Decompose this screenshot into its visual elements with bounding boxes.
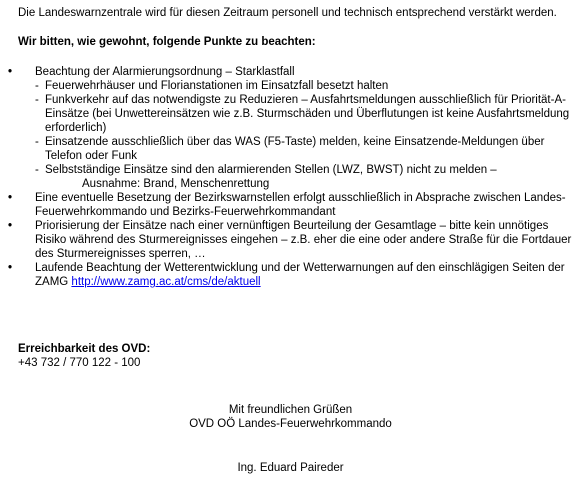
sub-item [35, 163, 574, 177]
list-item [8, 219, 574, 261]
dash-icon: - [35, 136, 39, 148]
phone-number: +43 732 / 770 122 - 100 [18, 357, 141, 369]
dash-icon: - [35, 94, 39, 106]
dash-icon: - [35, 164, 39, 176]
sub-item [35, 93, 574, 135]
closing-organization: OVD OÖ Landes-Feuerwehrkommando [189, 418, 392, 430]
list-item-text-container [35, 261, 574, 289]
signer-name: Ing. Eduard Paireder [237, 462, 344, 474]
list-item [8, 191, 574, 219]
closing-greeting: Mit freundlichen Grüßen [228, 404, 353, 416]
bullet-icon: • [8, 220, 13, 232]
list-item [8, 65, 574, 191]
sub-item-text: Selbstständige Einsätze sind den alarmierenden Stellen (LWZ, BWST) nicht zu melden – [45, 164, 497, 176]
sub-item [35, 79, 574, 93]
zamg-link[interactable]: http://www.zamg.ac.at/cms/de/aktuell [71, 276, 261, 288]
bullet-list [8, 65, 574, 289]
bullet-icon: • [8, 262, 13, 274]
list-item-text: Beachtung der Alarmierungsordnung – Starklastfall [35, 66, 295, 78]
sub-item [35, 135, 574, 163]
sub-item-text: Funkverkehr auf das notwendigste zu Reduzieren – Ausfahrtsmeldungen ausschließlich für Priorität-A-Einsätze (bei Unwettereinsätzen wie z.B. Sturmschäden und Überflutungen ist keine Ausfahrtsmeldung erforderlich) [45, 94, 570, 134]
sub-item-text: Einsatzende ausschließlich über das WAS (F5-Taste) melden, keine Einsatzende-Meldungen über Telefon oder Funk [45, 136, 545, 162]
availability-heading: Erreichbarkeit des OVD: [18, 343, 151, 355]
list-item-text: Laufende Beachtung der Wetterentwicklung und der Wetterwarnungen auf den einschlägigen Seiten der ZAMG [35, 262, 565, 288]
bullet-icon: • [8, 192, 13, 204]
list-item-text: Priorisierung der Einsätze nach einer vernünftigen Beurteilung der Gesamtlage – bitte kein unnötiges Risiko während des Sturmereignisses eingehen – z.B. eher die eine oder andere Straße für die Fortdauer des Sturmereignisses sperren, … [35, 220, 572, 260]
intro-paragraph: Die Landeswarnzentrale wird für diesen Zeitraum personell und technisch entsprechend verstärkt werden. [18, 7, 557, 19]
request-heading: Wir bitten, wie gewohnt, folgende Punkte zu beachten: [18, 36, 316, 48]
list-item [8, 261, 574, 289]
bullet-icon: • [8, 66, 13, 78]
list-item-text: Eine eventuelle Besetzung der Bezirkswarnstellen erfolgt ausschließlich in Absprache zwischen Landes-Feuerwehrkommando und Bezirks-Feuerwehrkommandant [35, 192, 566, 218]
sub-item-text: Feuerwehrhäuser und Florianstationen im Einsatzfall besetzt halten [45, 80, 389, 92]
dash-icon: - [35, 80, 39, 92]
sub-item-continuation: Ausnahme: Brand, Menschenrettung [82, 178, 270, 190]
